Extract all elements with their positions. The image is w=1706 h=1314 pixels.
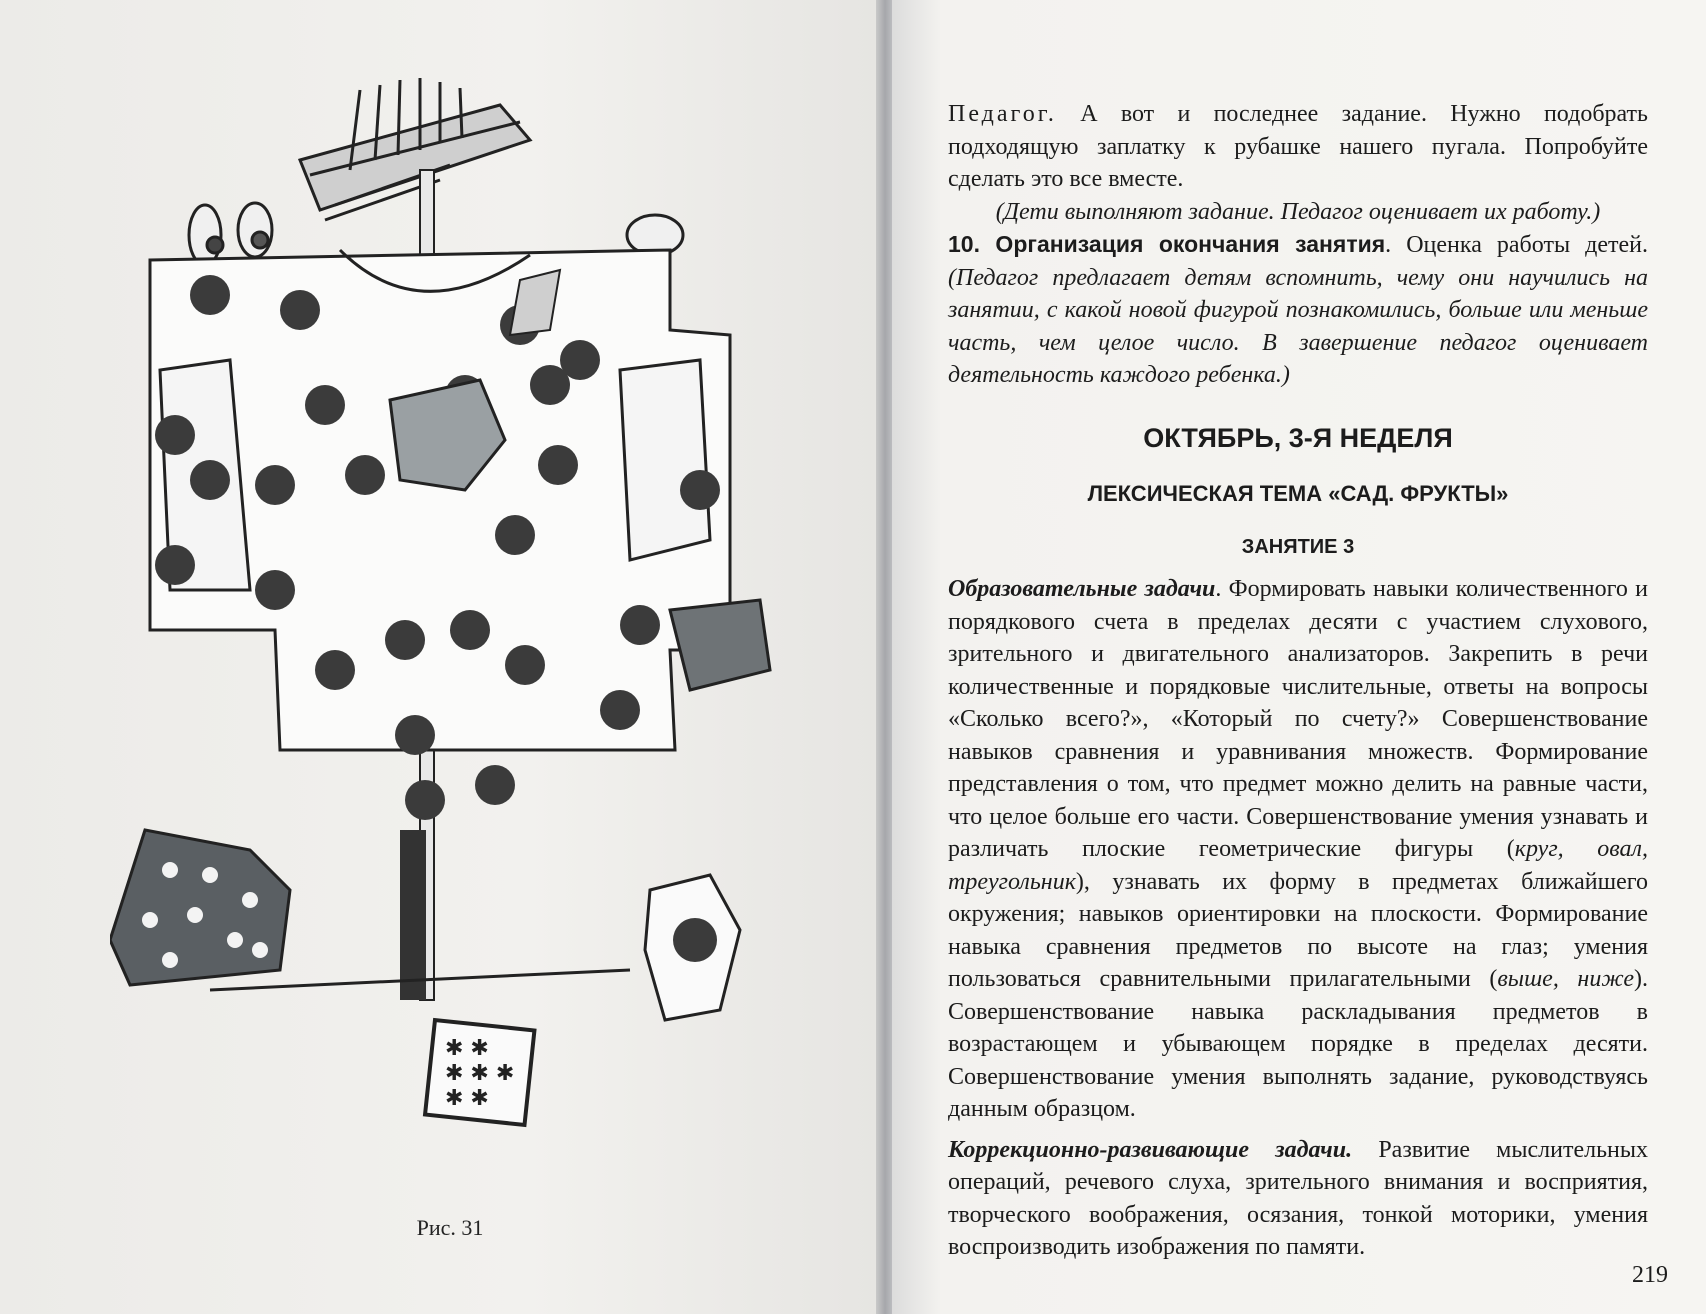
paragraph-children-task: (Дети выполняют задание. Педагог оценивает их работу.) [995,198,1601,225]
broom-hat [300,78,530,220]
heading-month: ОКТЯБРЬ, 3-Я НЕДЕЛЯ [1143,422,1453,453]
right-page-text [948,98,1648,1264]
patch-small-dots [670,600,770,690]
closing-label: 10. Организация окончания занятия [948,231,1386,257]
svg-text:✱ ✱ ✱: ✱ ✱ ✱ [445,1061,515,1086]
bird-left [189,205,223,265]
paragraph-teacher: Педагог. А вот и последнее задание. Нужно подобрать подходящую заплатку к рубашке нашего пугала. Попробуйте сделать это все вместе. [948,101,1648,192]
patch-dotted-large [110,830,290,985]
closing-italic: (Педагог предлагает детям вспомнить, чему они научились на занятии, с какой новой фигурой познакомились, больше или меньше часть, чем целое число. В завершение педагог оценивает деятельность каждого ребенка.) [948,264,1648,388]
scarecrow-patch-illustration [110,70,870,1230]
heading-theme: ЛЕКСИЧЕСКАЯ ТЕМА «САД. ФРУКТЫ» [1087,481,1509,506]
figure-caption: Рис. 31 [416,1215,484,1240]
correction-label: Коррекционно-развивающие задачи. [948,1136,1353,1163]
page-number: 219 [1632,1262,1668,1288]
svg-text:✱ ✱: ✱ ✱ [445,1036,489,1061]
speaker-label: Педагог. [948,101,1057,127]
bird-middle [238,203,272,257]
paragraph-correction-tasks: Коррекционно-развивающие задачи. Развитие мыслительных операций, речевого слуха, зрительного внимания и восприятия, творческого воображения, осязания, тонкой моторики, умения воспроизводить изображения по памяти. [948,1136,1648,1260]
educational-label: Образовательные задачи [948,576,1216,602]
shirt [150,250,730,750]
svg-text:✱ ✱: ✱ ✱ [445,1086,489,1111]
paragraph-closing: 10. Организация окончания занятия. Оценка работы детей. (Педагог предлагает детям вспомнить, чему они научились на занятии, с какой новой фигурой познакомились, больше или меньше часть, чем целое число. В завершение педагог оценивает деятельность каждого ребенка.) [948,231,1648,388]
heading-lesson: ЗАНЯТИЕ 3 [1241,535,1355,558]
paragraph-educational-tasks: Образовательные задачи. Формировать навыки количественного и порядкового счета в пределах десяти с участием слухового, зрительного и двигательного анализаторов. Закрепить в речи количественные и порядковые числительные, ответы на вопросы «Сколько всего?», «Который по счету?» Совершенствование навыков сравнения и уравнивания множеств. Формирование представления о том, что предмет можно делить на равные части, что целое больше его части. Совершенствование умения узнавать и различать плоские геометрические фигуры (круг, овал, треугольник), узнавать их форму в предметах ближайшего окружения; навыков ориентировки на плоскости. Формирование навыка сравнения предметов по высоте на глаз; умения пользоваться сравнительными прилагательными (выше, ниже). Совершенствование навыка раскладывания предметов в возрастающем и убывающем порядке в пределах десяти. Совершенствование умения выполнять задание, руководствуясь данным образцом. [948,576,1648,1122]
